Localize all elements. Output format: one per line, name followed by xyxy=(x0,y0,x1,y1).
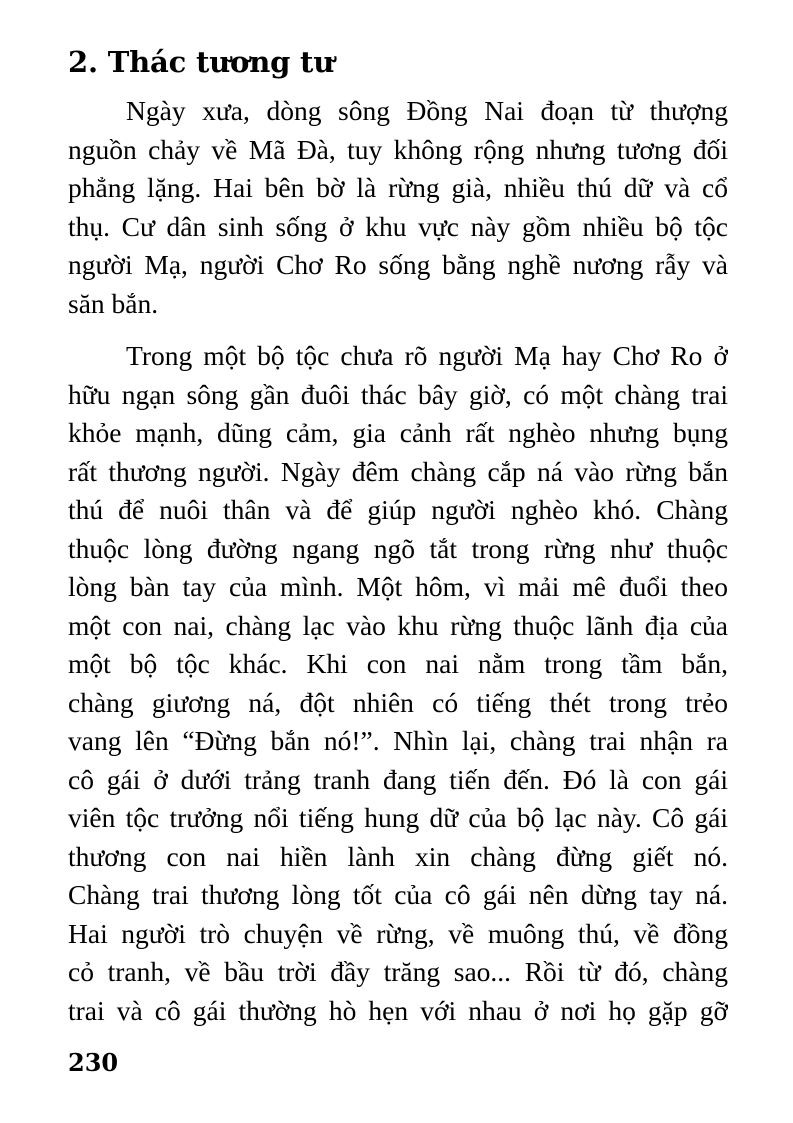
text-line: phẳng lặng. Hai bên bờ là rừng già, nhiều thú dữ và cổ xyxy=(68,172,728,203)
text-line: Chàng trai thương lòng tốt của cô gái nên dừng tay ná. xyxy=(68,879,728,910)
paragraph-1 xyxy=(68,92,728,323)
paragraph-spacer xyxy=(68,323,728,337)
text-line: thụ. Cư dân sinh sống ở khu vực này gồm nhiều bộ tộc xyxy=(68,210,728,242)
text-line: cô gái ở dưới trảng tranh đang tiến đến. Đó là con gái xyxy=(68,763,728,795)
body-text xyxy=(68,92,728,1030)
text-line: chàng giương ná, đột nhiên có tiếng thét trong trẻo xyxy=(68,686,728,718)
text-line: săn bắn. xyxy=(68,287,159,319)
paragraph-2 xyxy=(68,337,728,1030)
section-title: 2. Thác tương tư xyxy=(68,45,335,79)
text-line: vang lên “Đừng bắn nó!”. Nhìn lại, chàng trai nhận ra xyxy=(68,725,728,756)
text-line: thú để nuôi thân và để giúp người nghèo khó. Chàng xyxy=(68,494,728,525)
text-line: Trong một bộ tộc chưa rõ người Mạ hay Chơ Ro ở xyxy=(126,340,728,371)
text-line: người Mạ, người Chơ Ro sống bằng nghề nương rẫy và xyxy=(68,249,728,280)
text-line: nguồn chảy về Mã Đà, tuy không rộng nhưng tương đối xyxy=(68,133,728,165)
text-line: hữu ngạn sông gần đuôi thác bây giờ, có một chàng trai xyxy=(68,378,728,410)
text-line: trai và cô gái thường hò hẹn với nhau ở nơi họ gặp gỡ xyxy=(68,994,728,1026)
book-page xyxy=(68,42,728,1030)
text-line: thương con nai hiền lành xin chàng đừng giết nó. xyxy=(68,840,728,872)
text-line: Ngày xưa, dòng sông Đồng Nai đoạn từ thượng xyxy=(126,95,728,126)
text-line: viên tộc trưởng nổi tiếng hung dữ của bộ lạc này. Cô gái xyxy=(68,802,728,833)
text-line: lòng bàn tay của mình. Một hôm, vì mải mê đuổi theo xyxy=(68,571,728,602)
text-line: một bộ tộc khác. Khi con nai nằm trong tầm bắn, xyxy=(68,648,728,679)
text-line: thuộc lòng đường ngang ngõ tắt trong rừng như thuộc xyxy=(68,532,728,564)
text-line: cỏ tranh, về bầu trời đầy trăng sao... Rồi từ đó, chàng xyxy=(68,956,728,987)
text-line: rất thương người. Ngày đêm chàng cắp ná vào rừng bắn xyxy=(68,455,728,487)
page-number: 230 xyxy=(68,1048,119,1077)
text-line: Hai người trò chuyện về rừng, về muông thú, về đồng xyxy=(68,917,728,949)
text-line: một con nai, chàng lạc vào khu rừng thuộc lãnh địa của xyxy=(68,609,728,641)
text-line: khỏe mạnh, dũng cảm, gia cảnh rất nghèo nhưng bụng xyxy=(68,417,728,448)
